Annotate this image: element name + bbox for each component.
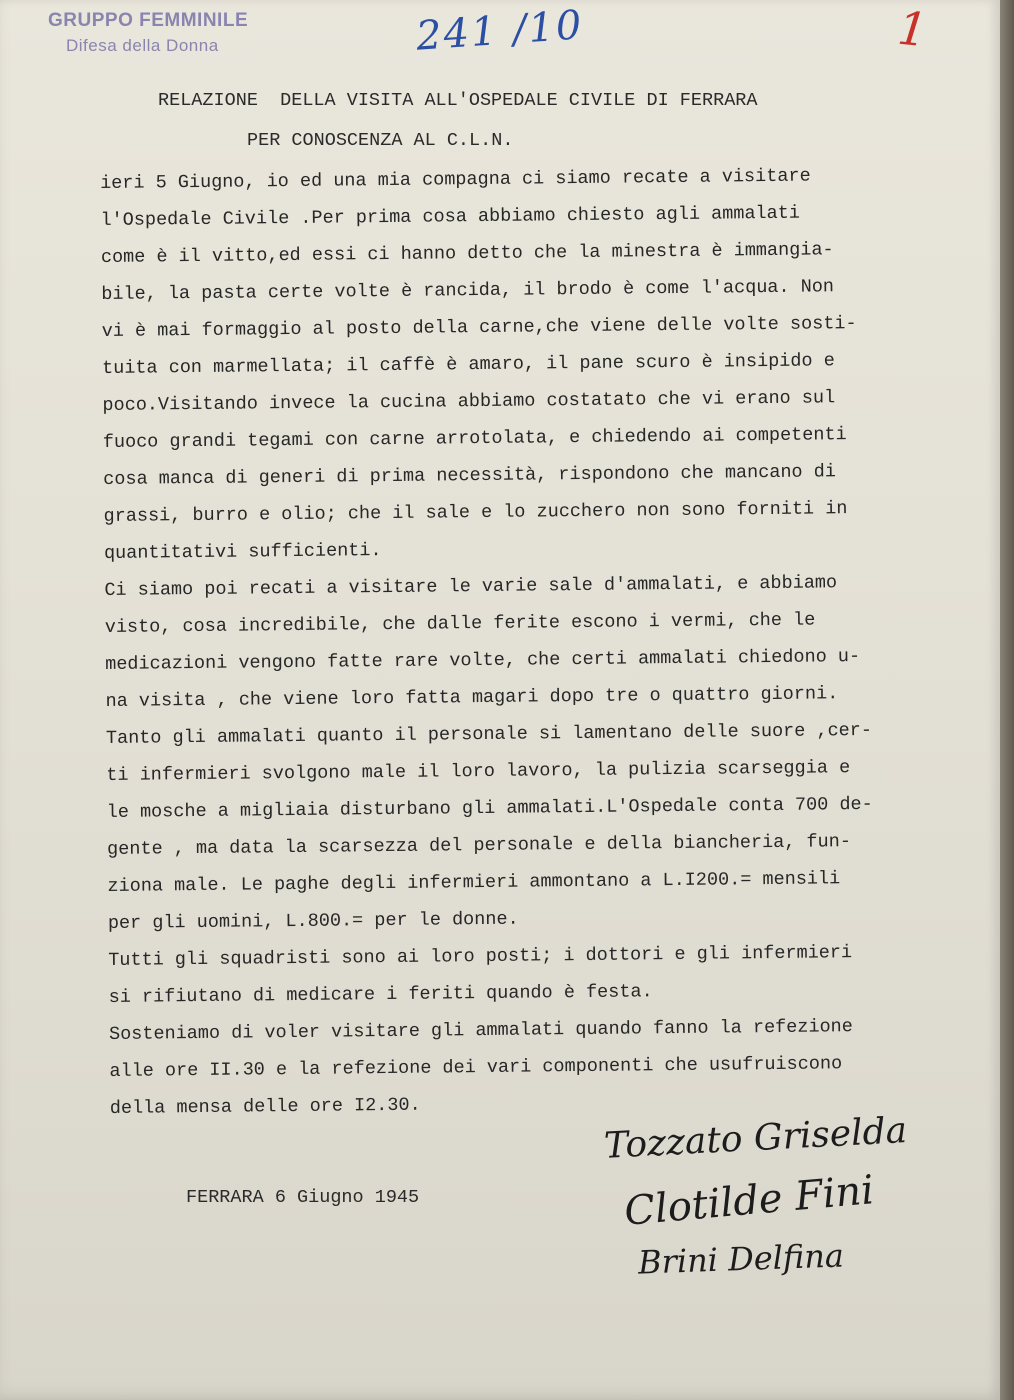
stamp-line-2: Difesa della Donna: [66, 36, 219, 55]
body-line: come è il vitto,ed essi ci hanno detto che la minestra è immangia-: [100, 239, 834, 268]
place-date: FERRARA 6 Giugno 1945: [186, 1187, 420, 1208]
body-line: l'Ospedale Civile .Per prima cosa abbiamo chiesto agli ammalati: [100, 202, 801, 231]
body-line: Tutti gli squadristi sono ai loro posti; i dottori e gli infermieri: [108, 942, 853, 971]
body-line: per gli uomini, L.800.= per le donne.: [107, 908, 519, 934]
background-edge: [1000, 0, 1014, 1400]
body-line: Sosteniamo di voler visitare gli ammalati quando fanno la refezione: [108, 1016, 853, 1045]
body-line: della mensa delle ore I2.30.: [109, 1094, 421, 1119]
stamp-line-1: GRUPPO FEMMINILE: [48, 10, 249, 31]
body-line: poco.Visitando invece la cucina abbiamo costatato che vi erano sul: [102, 387, 836, 416]
body-line: si rifiutano di medicare i feriti quando è festa.: [108, 981, 653, 1008]
body-line: ti infermieri svolgono male il loro lavoro, la pulizia scarseggia e: [106, 757, 851, 786]
body-line: visto, cosa incredibile, che dalle ferite escono i vermi, che le: [104, 609, 816, 638]
signature-2: Clotilde Fini: [622, 1167, 876, 1235]
body-line: le mosche a migliaia disturbano gli ammalati.L'Ospedale conta 700 de-: [106, 793, 873, 823]
body-line: medicazioni vengono fatte rare volte, che certi ammalati chiedono u-: [105, 646, 861, 675]
body-line: tuita con marmellata; il caffè è amaro, il pane scuro è insipido e: [101, 350, 835, 379]
page-number: 1: [895, 0, 931, 58]
body-line: alle ore II.30 e la refezione dei vari componenti che usufruiscono: [109, 1053, 843, 1082]
body-line: quantitativi sufficienti.: [103, 540, 382, 564]
body-line: Ci siamo poi recati a visitare le varie sale d'ammalati, e abbiamo: [104, 572, 838, 601]
body-line: gente , ma data la scarsezza del personale e della biancheria, fun-: [107, 831, 852, 860]
signature-3: Brini Delfina: [637, 1236, 845, 1282]
body-line: vi è mai formaggio al posto della carne,che viene delle volte sosti-: [101, 313, 857, 342]
body-line: cosa manca di generi di prima necessità, rispondono che mancano di: [103, 461, 837, 490]
body-line: bile, la pasta certe volte è rancida, il brodo è come l'acqua. Non: [101, 276, 835, 305]
organization-stamp: [48, 10, 248, 56]
document-subtitle: PER CONOSCENZA AL C.L.N.: [247, 130, 514, 151]
document-body: [100, 161, 990, 1132]
body-line: na visita , che viene loro fatta magari dopo tre o quattro giorni.: [105, 683, 839, 712]
protocol-number: 241 /10: [414, 2, 585, 60]
body-line: ieri 5 Giugno, io ed una mia compagna ci siamo recate a visitare: [100, 165, 811, 194]
body-line: fuoco grandi tegami con carne arrotolata, e chiedendo ai competenti: [102, 424, 847, 453]
body-line: Tanto gli ammalati quanto il personale si lamentano delle suore ,cer-: [105, 719, 873, 749]
body-line: grassi, burro e olio; che il sale e lo zucchero non sono forniti in: [103, 498, 848, 527]
body-line: ziona male. Le paghe degli infermieri ammontano a L.I200.= mensili: [107, 868, 841, 897]
document-title: RELAZIONE DELLA VISITA ALL'OSPEDALE CIVILE DI FERRARA: [158, 90, 758, 111]
signature-1: Tozzato Griselda: [603, 1110, 909, 1167]
